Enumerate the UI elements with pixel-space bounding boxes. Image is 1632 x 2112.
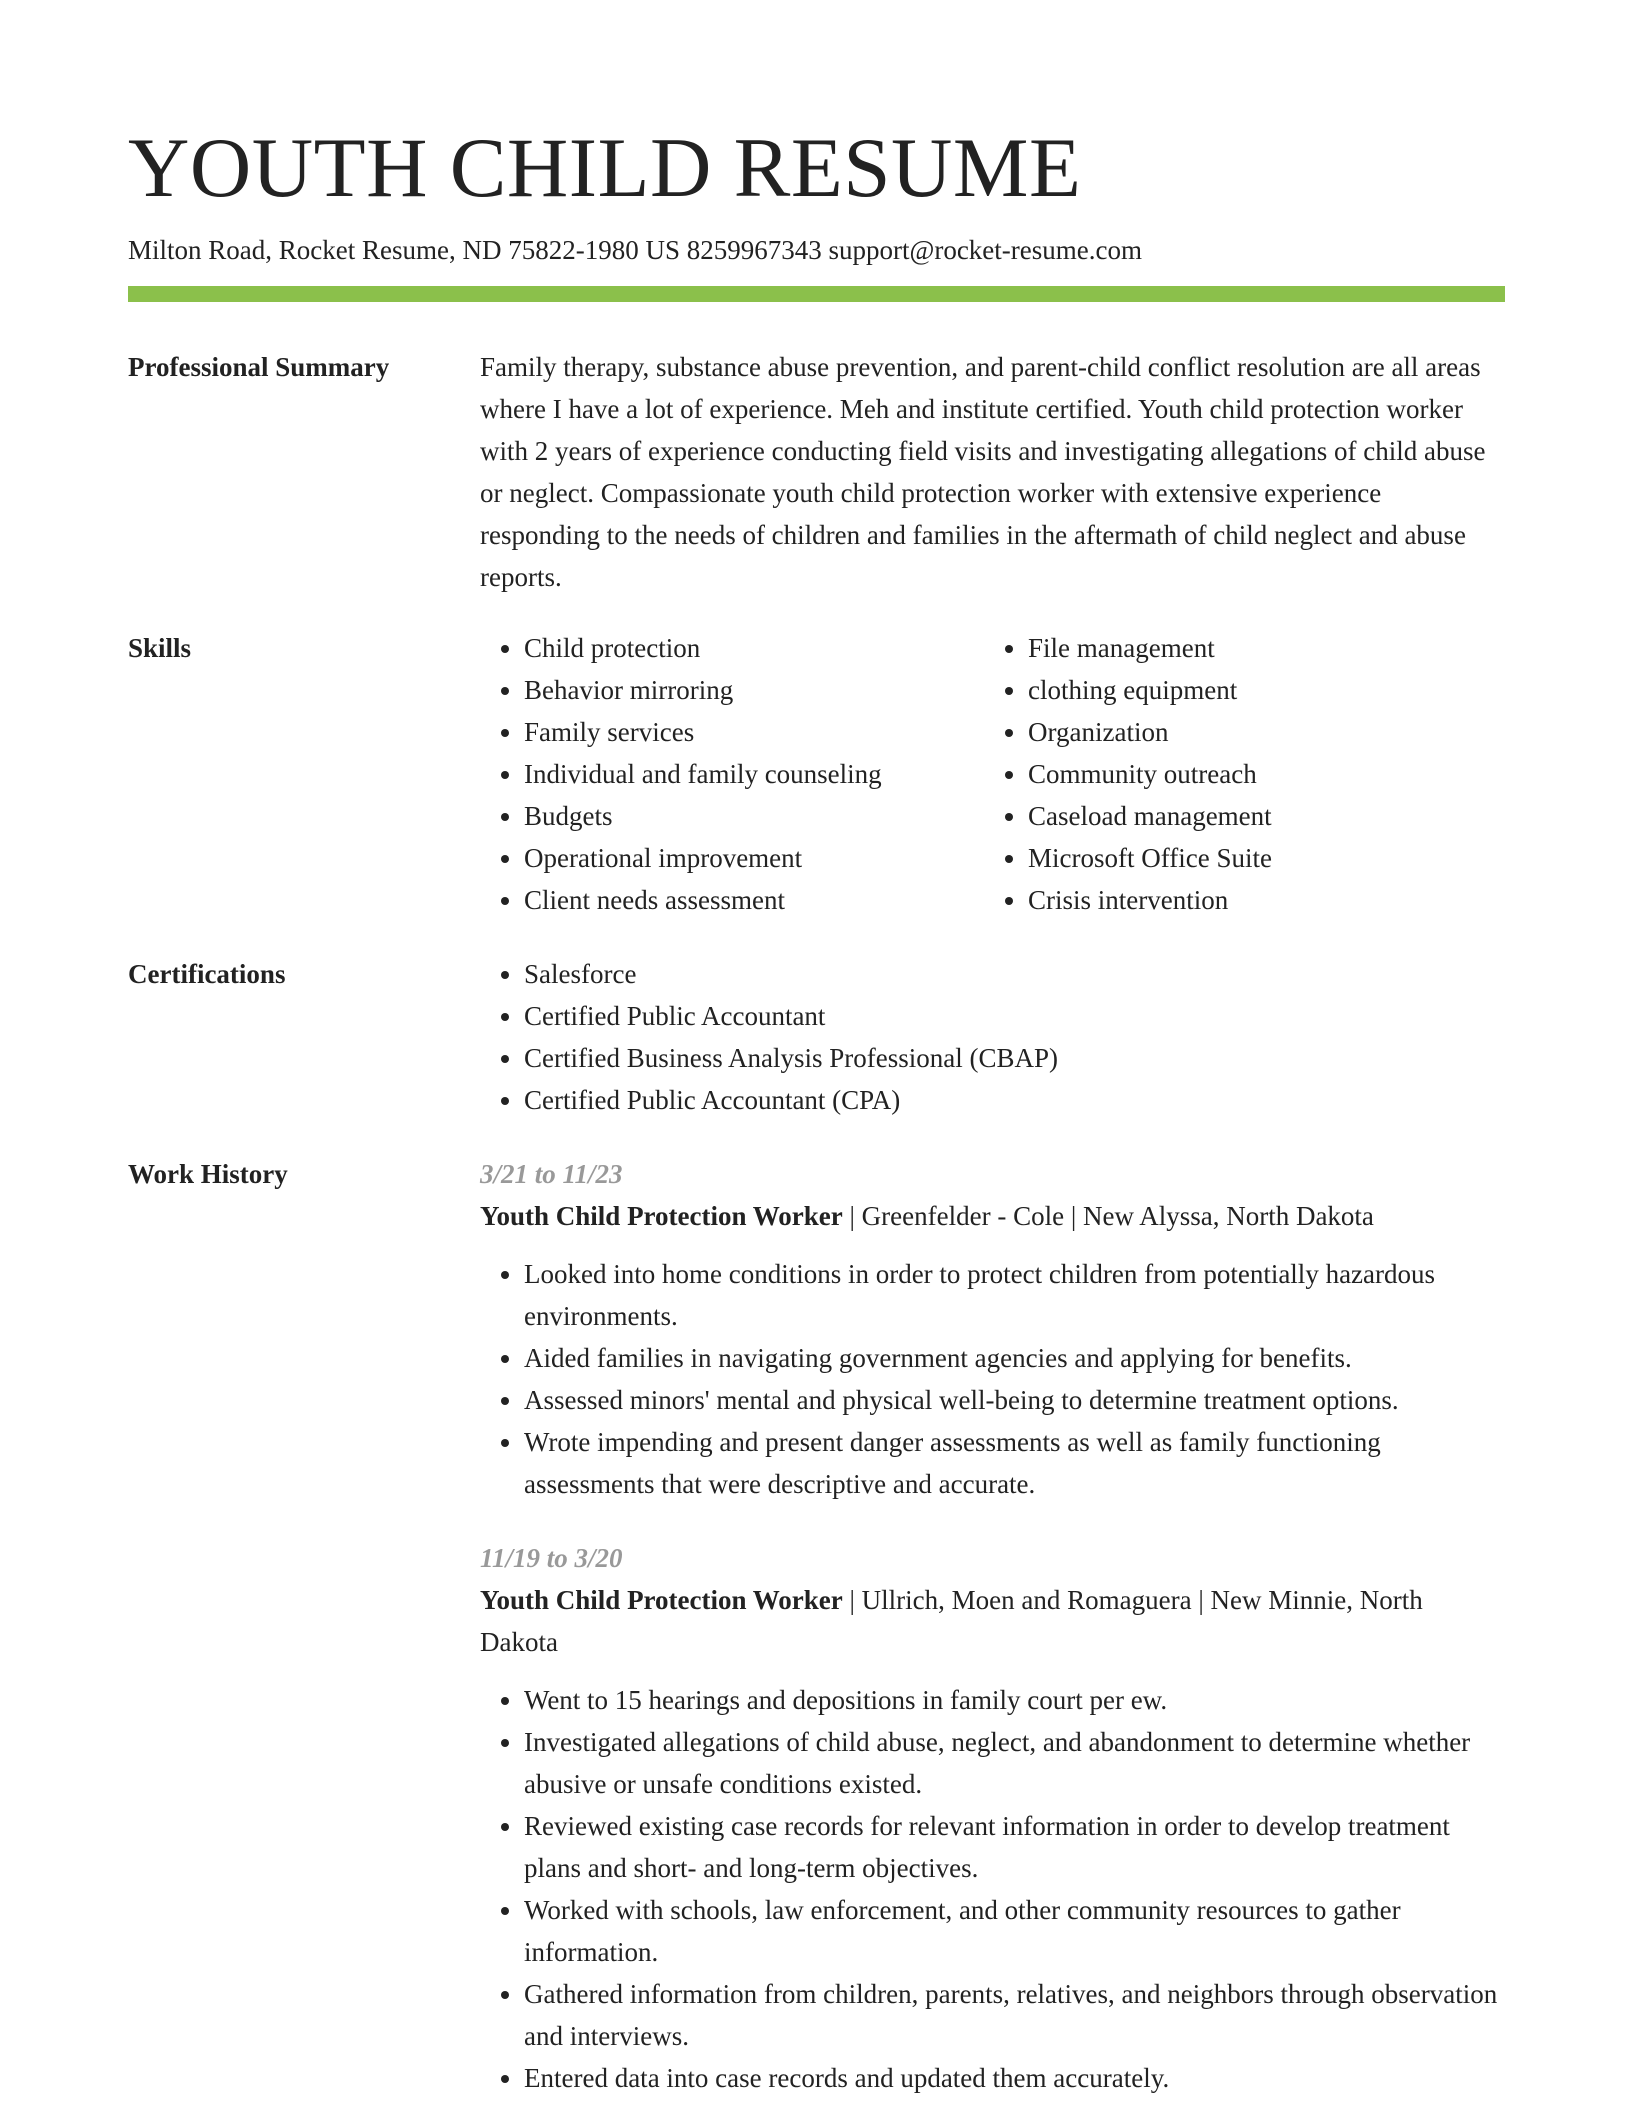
job-bullet: • Entered data into case records and updated them accurately. [524, 2057, 1505, 2099]
job-details: | Greenfelder - Cole | New Alyssa, North Dakota [842, 1201, 1374, 1231]
skill-item: • Organization [1028, 711, 1488, 753]
certification-item: • Certified Business Analysis Professional (CBAP) [524, 1037, 1505, 1079]
skill-item: • Child protection [524, 627, 984, 669]
skill-item: • clothing equipment [1028, 669, 1488, 711]
job-bullets [480, 1679, 1505, 2099]
job-bullets [480, 1253, 1505, 1505]
job-entry [480, 1153, 1505, 1505]
job-bullet: • Looked into home conditions in order to protect children from potentially hazardous environments. [524, 1253, 1505, 1337]
job-bullet: • Assessed minors' mental and physical well-being to determine treatment options. [524, 1379, 1505, 1421]
skill-item: • Operational improvement [524, 837, 984, 879]
job-bullet: • Reviewed existing case records for relevant information in order to develop treatment plans and short- and long-term objectives. [524, 1805, 1505, 1889]
summary-heading: Professional Summary [128, 352, 390, 382]
skill-item: • Family services [524, 711, 984, 753]
job-title: Youth Child Protection Worker [480, 1201, 843, 1231]
job-bullet: • Went to 15 hearings and depositions in family court per ew. [524, 1679, 1505, 1721]
resume-title: YOUTH CHILD RESUME [128, 121, 1082, 215]
job-dates: 3/21 to 11/23 [480, 1159, 623, 1189]
job-bullet: • Gathered information from children, parents, relatives, and neighbors through observation and interviews. [524, 1973, 1505, 2057]
skills-column-left [480, 627, 984, 921]
summary-body [480, 346, 1505, 598]
job-entry [480, 1537, 1505, 2099]
job-heading [480, 1195, 1505, 1237]
job-bullet: • Aided families in navigating government agencies and applying for benefits. [524, 1337, 1505, 1379]
job-bullet: • Investigated allegations of child abuse, neglect, and abandonment to determine whether abusive or unsafe conditions existed. [524, 1721, 1505, 1805]
accent-divider [128, 286, 1505, 302]
skill-item: • Caseload management [1028, 795, 1488, 837]
skills-list-left [480, 627, 984, 921]
certifications-heading: Certifications [128, 959, 286, 989]
job-dates: 11/19 to 3/20 [480, 1543, 623, 1573]
skill-item: • Crisis intervention [1028, 879, 1488, 921]
certification-item: • Certified Public Accountant [524, 995, 1505, 1037]
skill-item: • Behavior mirroring [524, 669, 984, 711]
certification-item: • Certified Public Accountant (CPA) [524, 1079, 1505, 1121]
skills-list-right [984, 627, 1488, 921]
certifications-list [480, 953, 1505, 1121]
work-history-body [480, 1153, 1505, 2099]
skills-body [480, 627, 1505, 921]
job-details: | Ullrich, Moen and Romaguera | New Minnie, North Dakota [480, 1585, 1423, 1657]
job-heading [480, 1579, 1505, 1663]
job-bullet: • Wrote impending and present danger assessments as well as family functioning assessments that were descriptive and accurate. [524, 1421, 1505, 1505]
skill-item: • Community outreach [1028, 753, 1488, 795]
summary-text: Family therapy, substance abuse prevention, and parent-child conflict resolution are all areas where I have a lot of experience. Meh and institute certified. Youth child protection worker with 2 years of experience conducting field visits and investigating allegations of child abuse or neglect. Compassionate youth child protection worker with extensive experience responding to the needs of children and families in the aftermath of child neglect and abuse reports. [480, 352, 1486, 592]
skill-item: • Individual and family counseling [524, 753, 984, 795]
skills-column-right [984, 627, 1488, 921]
skill-item: • File management [1028, 627, 1488, 669]
skills-columns [480, 627, 1505, 921]
certifications-body [480, 953, 1505, 1121]
job-title: Youth Child Protection Worker [480, 1585, 843, 1615]
contact-line: Milton Road, Rocket Resume, ND 75822-1980 US 8259967343 support@rocket-resume.com [128, 235, 1142, 265]
skill-item: • Budgets [524, 795, 984, 837]
job-bullet: • Worked with schools, law enforcement, and other community resources to gather information. [524, 1889, 1505, 1973]
skill-item: • Client needs assessment [524, 879, 984, 921]
certification-item: • Salesforce [524, 953, 1505, 995]
skills-heading: Skills [128, 633, 192, 663]
work-history-heading: Work History [128, 1159, 288, 1189]
skill-item: • Microsoft Office Suite [1028, 837, 1488, 879]
